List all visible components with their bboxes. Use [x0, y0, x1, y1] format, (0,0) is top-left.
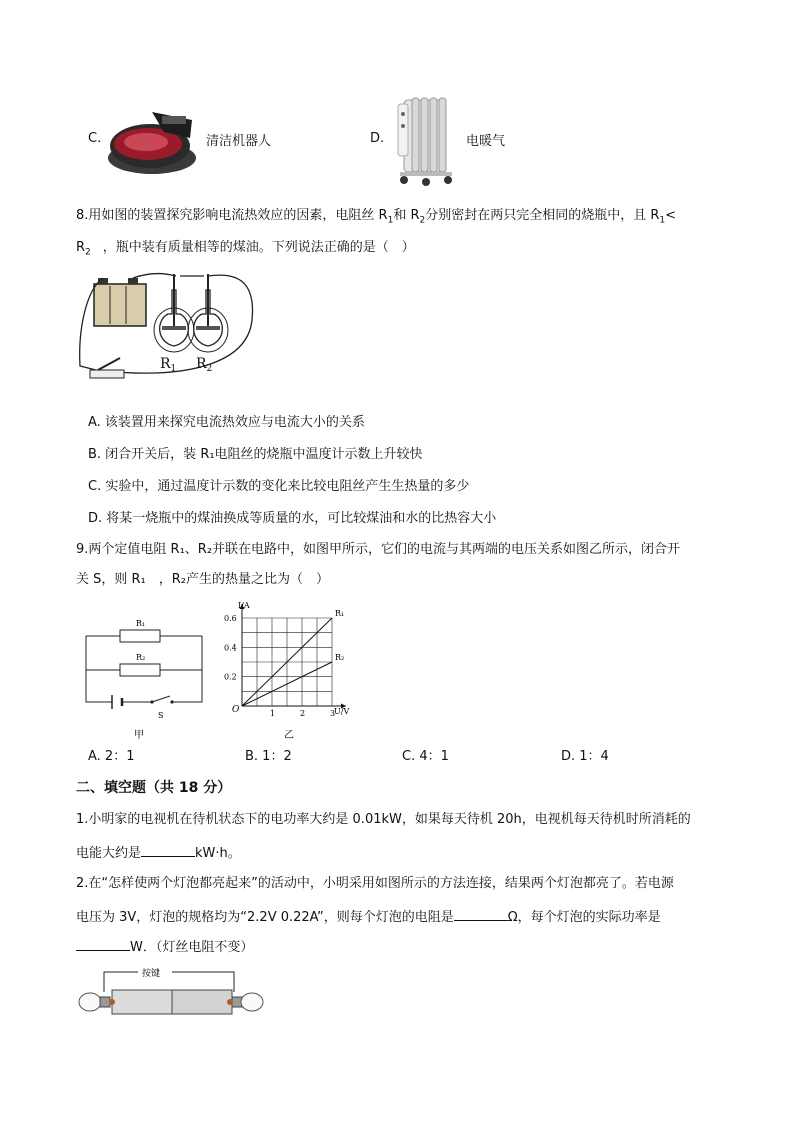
- iu-chart-svg: [222, 594, 362, 740]
- robot-vacuum-image: [104, 98, 200, 180]
- fill-q2-line2: [76, 906, 661, 928]
- button-label: 按键: [142, 969, 161, 979]
- q8-option-c: C. 实验中，通过温度计示数的变化来比较电阻丝产生生热量的多少: [88, 479, 470, 494]
- origin-label: O: [232, 705, 240, 715]
- circuit-switch-label: S: [158, 711, 164, 720]
- fill-q2-text-c: W．（灯丝电阻不变）: [130, 940, 254, 955]
- parallel-circuit-diagram: [82, 614, 212, 740]
- q8-text-f: ，瓶中装有质量相等的煤油。下列说法正确的是（ ）: [102, 240, 415, 255]
- option-d-label: D.: [370, 131, 385, 146]
- chart-axes: [224, 604, 346, 718]
- q8-sub: 1: [387, 215, 394, 226]
- fill-q2-text-b: Ω，每个灯泡的实际功率是: [507, 910, 661, 925]
- q9-option-d: D. 1：4: [561, 749, 609, 764]
- x-tick-label: 1: [270, 709, 276, 718]
- series-label-1: R₁: [335, 609, 345, 618]
- section2-heading: 二、填空题（共 18 分）: [76, 780, 232, 796]
- q8-figure: [76, 270, 266, 390]
- x-tick-label: 3: [330, 709, 336, 718]
- q9-circuit-diagram: [82, 614, 212, 740]
- q8-sub: 2: [85, 247, 91, 258]
- heater-image: [394, 92, 458, 188]
- fill-q1-line1: 1.小明家的电视机在待机状态下的电功率大约是 0.01kW，如果每天待机 20h，电视机每天待机时所消耗的: [76, 812, 691, 827]
- q8-stem-line1: [76, 206, 676, 231]
- q8-text-c: 分别密封在两只完全相同的烧瓶中，且 R: [425, 208, 660, 223]
- q8-option-d: D. 将某一烧瓶中的煤油换成等质量的水，可比较煤油和水的比热容大小: [88, 511, 497, 526]
- q8-sub: 1: [659, 215, 666, 226]
- circuit-caption: 甲: [134, 730, 144, 740]
- fill-q2-text-a: 电压为 3V，灯泡的规格均为“2.2V 0.22A”，则每个灯泡的电阻是: [76, 910, 454, 925]
- y-axis-label: I/A: [238, 601, 250, 610]
- q8-sub: 2: [419, 215, 426, 226]
- option-d-text: 电暖气: [466, 134, 506, 149]
- q8-text-a: 8.用如图的装置探究影响电流热效应的因素，电阻丝 R: [76, 208, 388, 223]
- svg-text:R2: [196, 356, 212, 374]
- robot-vacuum-icon: [104, 98, 200, 180]
- flask-r1-sub: 1: [170, 364, 177, 374]
- series-label-2: R₂: [335, 653, 345, 662]
- answer-blank[interactable]: [76, 936, 130, 951]
- flask-r2-label: R: [196, 356, 207, 372]
- flask-r1-label: R: [160, 356, 171, 372]
- fill-q1-text-b: kW·h。: [195, 846, 241, 861]
- q8-stem-line2: [76, 238, 415, 263]
- fill-q2-line3: [76, 936, 253, 958]
- q9-stem-line1: 9.两个定值电阻 R₁、R₂并联在电路中，如图甲所示，它们的电流与其两端的电压关系如图乙所示，闭合开: [76, 542, 681, 557]
- circuit-r2-label: R₂: [136, 653, 146, 662]
- iu-chart: [222, 594, 362, 740]
- y-tick-label: 0.2: [224, 672, 237, 682]
- fill-q1-text-a: 电能大约是: [76, 846, 142, 861]
- two-bulbs-circuit-diagram: [76, 962, 266, 1020]
- y-tick-label: 0.6: [224, 614, 237, 623]
- answer-blank[interactable]: [454, 906, 508, 921]
- q8-text-e: R: [76, 240, 86, 255]
- q9-option-c: C. 4：1: [402, 749, 449, 764]
- q8-option-a: A. 该装置用来探究电流热效应与电流大小的关系: [88, 415, 365, 430]
- option-c-text: 清洁机器人: [206, 134, 272, 149]
- heating-experiment-diagram: [76, 270, 266, 390]
- x-axis-label: U/V: [334, 707, 350, 716]
- electric-heater-icon: [394, 92, 458, 188]
- q8-text-d: <: [665, 208, 677, 223]
- q9-stem-line2: 关 S，则 R₁ ，R₂产生的热量之比为（ ）: [76, 572, 330, 587]
- chart-caption: 乙: [284, 730, 294, 740]
- y-tick-label: 0.4: [224, 643, 237, 653]
- q8-text-b: 和 R: [393, 208, 420, 223]
- fill-q1-line2: [76, 842, 241, 864]
- q9-option-a: A. 2：1: [88, 749, 135, 764]
- x-tick-label: 2: [300, 709, 306, 718]
- q8-option-b: B. 闭合开关后，装 R₁电阻丝的烧瓶中温度计示数上升较快: [88, 447, 423, 462]
- svg-text:R1: [160, 356, 176, 374]
- fill-q2-line1: 2.在“怎样使两个灯泡都亮起来”的活动中，小明采用如图所示的方法连接，结果两个灯泡都亮了。若电源: [76, 876, 674, 891]
- flask-r2-sub: 2: [206, 364, 213, 374]
- bulbs-figure: [76, 962, 266, 1020]
- circuit-r1-label: R₁: [136, 619, 146, 628]
- answer-blank[interactable]: [141, 842, 195, 857]
- q9-option-b: B. 1：2: [245, 749, 292, 764]
- option-c-label: C.: [88, 131, 102, 146]
